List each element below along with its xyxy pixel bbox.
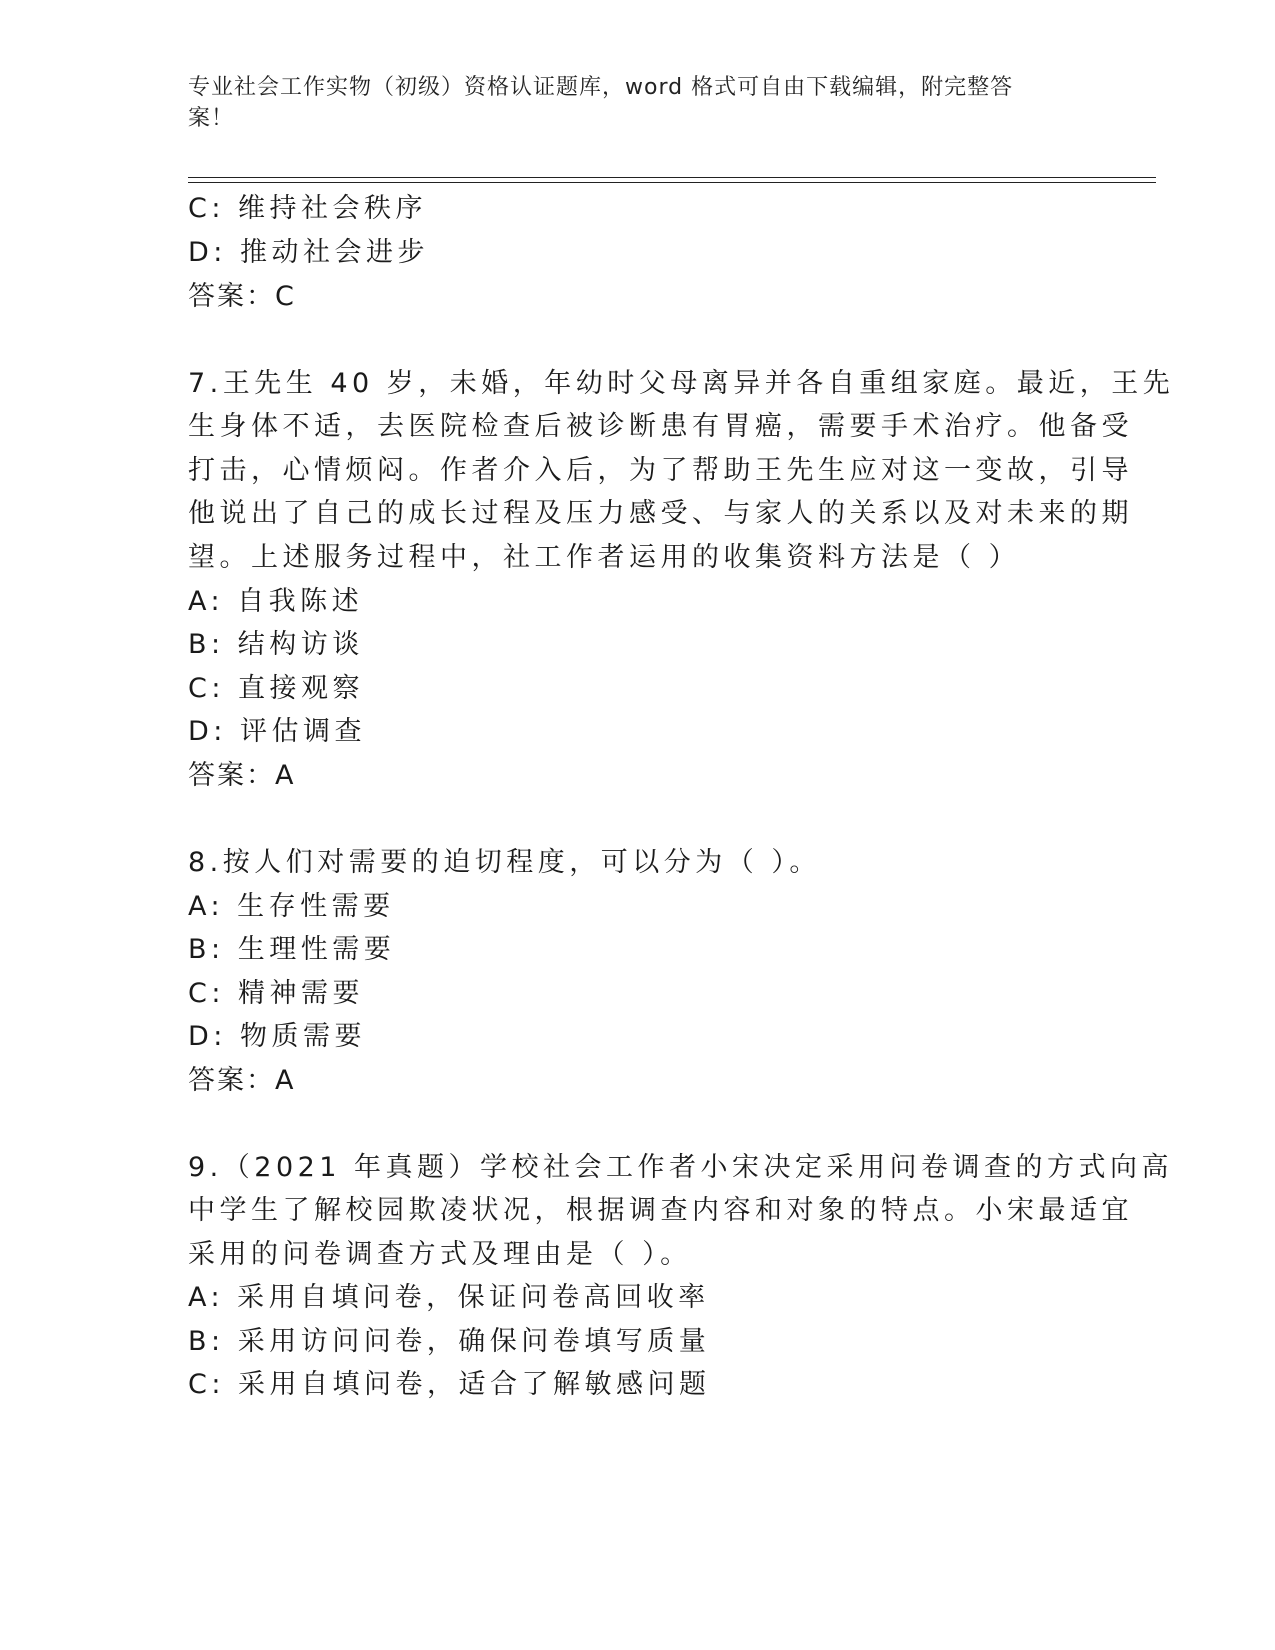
q8-option-d: D: 物质需要 <box>188 1021 366 1052</box>
q7-answer: 答案：A <box>188 760 296 791</box>
document-header <box>188 72 1068 134</box>
q7-option-b: B: 结构访谈 <box>188 629 364 660</box>
q7-stem-line-1: 7.王先生 40 岁，未婚，年幼时父母离异并各自重组家庭。最近，王先 <box>188 368 1175 399</box>
q6-option-c: C: 维持社会秩序 <box>188 193 428 224</box>
q9-stem-line-1: 9.（2021 年真题）学校社会工作者小宋决定采用问卷调查的方式向高 <box>188 1152 1174 1183</box>
q7-stem-line-3: 打击，心情烦闷。作者介入后，为了帮助王先生应对这一变故，引导 <box>188 455 1133 486</box>
q7-option-a: A: 自我陈述 <box>188 586 364 617</box>
q8-stem-line-1: 8.按人们对需要的迫切程度，可以分为（ ）。 <box>188 847 821 878</box>
q9-option-b: B: 采用访问问卷，确保问卷填写质量 <box>188 1326 711 1357</box>
q6-option-d: D: 推动社会进步 <box>188 237 429 268</box>
q7-stem-line-5: 望。上述服务过程中，社工作者运用的收集资料方法是（ ） <box>188 542 1021 573</box>
q7-option-d: D: 评估调查 <box>188 716 366 747</box>
q8-answer: 答案：A <box>188 1065 296 1096</box>
q9-option-c: C: 采用自填问卷，适合了解敏感问题 <box>188 1369 711 1400</box>
q8-option-a: A: 生存性需要 <box>188 891 395 922</box>
q9-stem-line-3: 采用的问卷调查方式及理由是（ ）。 <box>188 1239 692 1270</box>
q9-option-a: A: 采用自填问卷，保证问卷高回收率 <box>188 1282 710 1313</box>
q8-option-b: B: 生理性需要 <box>188 934 396 965</box>
q8-option-c: C: 精神需要 <box>188 978 365 1009</box>
header-line-1: 专业社会工作实物（初级）资格认证题库，word 格式可自由下载编辑，附完整答 <box>188 75 1014 100</box>
header-divider-top <box>188 177 1156 178</box>
q6-answer: 答案：C <box>188 281 296 312</box>
header-line-2: 案！ <box>188 106 235 131</box>
q7-option-c: C: 直接观察 <box>188 673 365 704</box>
q7-stem-line-2: 生身体不适，去医院检查后被诊断患有胃癌，需要手术治疗。他备受 <box>188 411 1133 442</box>
header-divider-bottom <box>188 182 1156 183</box>
q9-stem-line-2: 中学生了解校园欺凌状况，根据调查内容和对象的特点。小宋最适宜 <box>188 1195 1133 1226</box>
q7-stem-line-4: 他说出了自己的成长过程及压力感受、与家人的关系以及对未来的期 <box>188 498 1133 529</box>
